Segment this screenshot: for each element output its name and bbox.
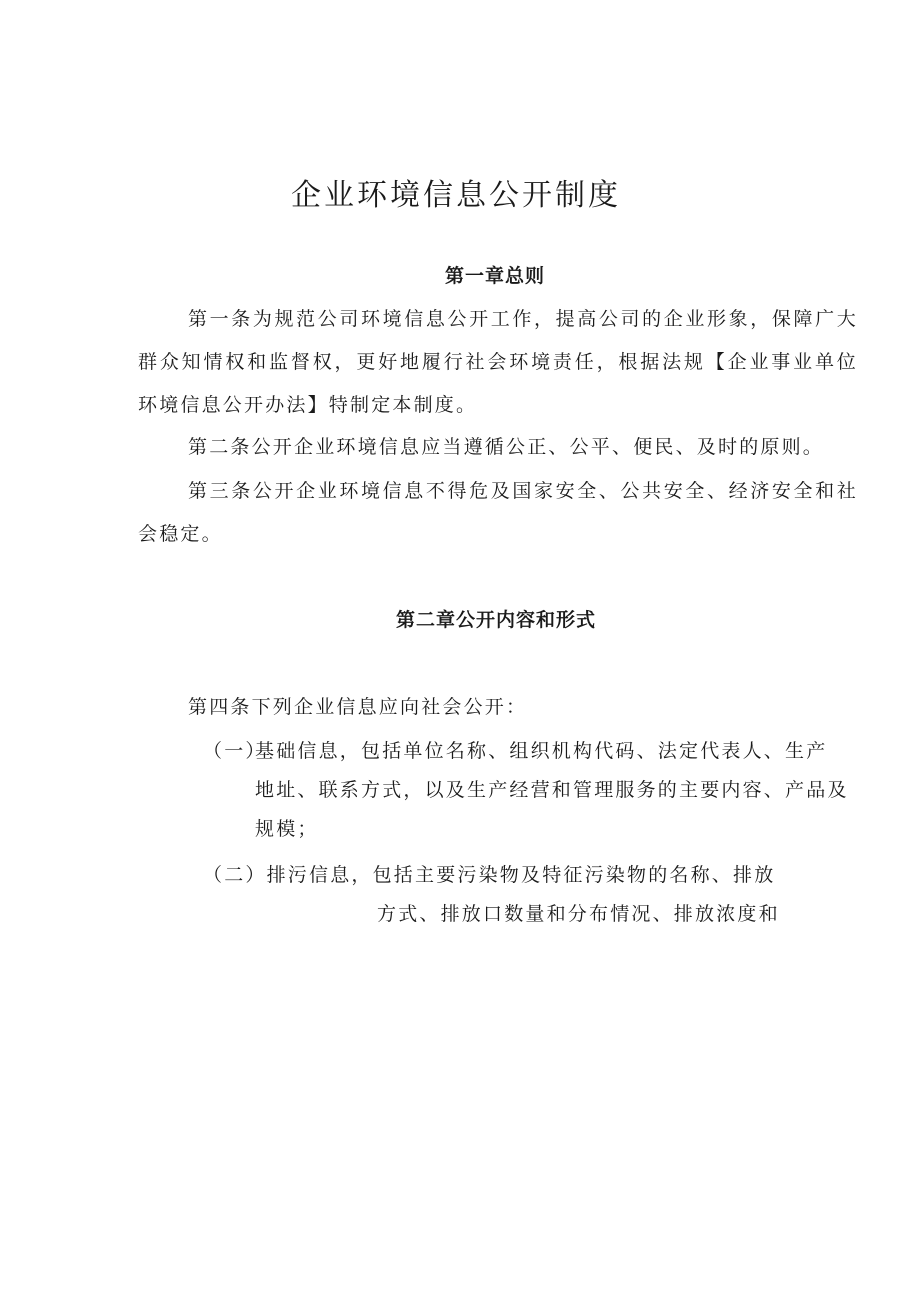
article-3: 第三条公开企业环境信息不得危及国家安全、公共安全、经济安全和社会稳定。 <box>138 480 858 545</box>
list-item-line: 排污信息，包括主要污染物及特征污染物的名称、排放 <box>266 864 776 886</box>
list-item <box>203 856 803 934</box>
list-item <box>203 732 853 849</box>
article-1: 第一条为规范公司环境信息公开工作，提高公司的企业形象，保障广大群众知情权和监督权，更好地履行社会环境责任，根据法规【企业事业单位环境信息公开办法】特制定本制度。 <box>138 308 858 416</box>
list-item-label-text: （二） <box>203 864 267 886</box>
list-item-continuation: 方式、排放口数量和分布情况、排放浓度和 <box>377 903 780 925</box>
list-item-line: 基础信息，包括单位名称、组织机构代码、法定代表人、生产 <box>255 740 828 762</box>
list-item-label: （一） <box>203 740 267 762</box>
document-title: 企业环境信息公开制度 <box>291 178 621 213</box>
list-item-text <box>203 732 853 849</box>
chapter-1-heading: 第一章总则 <box>444 265 545 287</box>
list-item-continuation: 地址、联系方式，以及生产经营和管理服务的主要内容、产品及规模； <box>255 779 849 840</box>
article-2: 第二条公开企业环境信息应当遵循公正、公平、便民、及时的原则。 <box>188 436 825 458</box>
article-4: 第四条下列企业信息应向社会公开： <box>188 696 528 718</box>
chapter-2-heading: 第二章公开内容和形式 <box>395 609 596 631</box>
list-item-label <box>203 856 775 895</box>
